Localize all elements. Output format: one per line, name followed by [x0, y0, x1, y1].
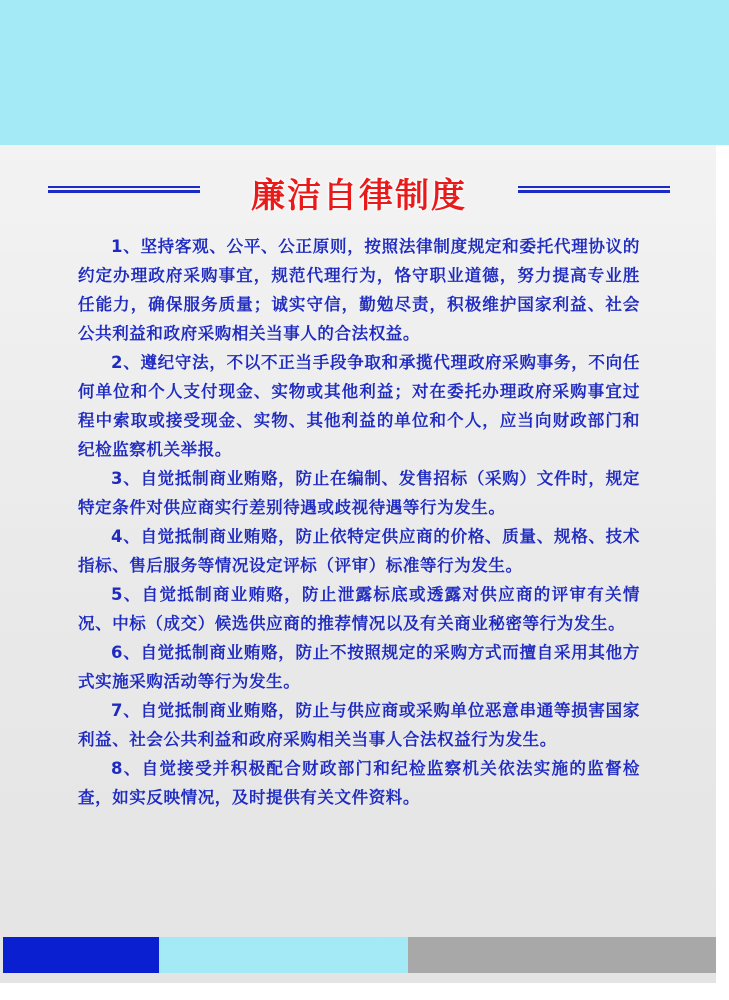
rule-paragraph-2: 2、遵纪守法，不以不正当手段争取和承揽代理政府采购事务，不向任何单位和个人支付现金、实物或其他利益；对在委托办理政府采购事宜过程中索取或接受现金、实物、其他利益的单位和个人，应当向财政部门和纪检监察机关举报。: [78, 353, 640, 459]
top-color-band: [0, 0, 729, 145]
right-edge-strip: [716, 145, 729, 1000]
rule-paragraph-5: 5、自觉抵制商业贿赂，防止泄露标底或透露对供应商的评审有关情况、中标（成交）候选供应商的推荐情况以及有关商业秘密等行为发生。: [78, 585, 640, 633]
title-rule-right: [518, 186, 670, 195]
rule-paragraph-3: 3、自觉抵制商业贿赂，防止在编制、发售招标（采购）文件时，规定特定条件对供应商实行差别待遇或歧视待遇等行为发生。: [78, 469, 640, 517]
footer-bar-blue: [3, 937, 159, 973]
rule-paragraph-7: 7、自觉抵制商业贿赂，防止与供应商或采购单位恶意串通等损害国家利益、社会公共利益和政府采购相关当事人合法权益行为发生。: [78, 701, 640, 749]
rule-paragraph-1: 1、坚持客观、公平、公正原则，按照法律制度规定和委托代理协议的约定办理政府采购事宜，规范代理行为，恪守职业道德，努力提高专业胜任能力，确保服务质量；诚实守信，勤勉尽责，积极维护国家利益、社会公共利益和政府采购相关当事人的合法权益。: [78, 237, 640, 343]
title-rule-left: [48, 186, 200, 195]
rule-paragraph-8: 8、自觉接受并积极配合财政部门和纪检监察机关依法实施的监督检查，如实反映情况，及时提供有关文件资料。: [78, 759, 640, 807]
rule-paragraph-6: 6、自觉抵制商业贿赂，防止不按照规定的采购方式而擅自采用其他方式实施采购活动等行为发生。: [78, 643, 640, 691]
rule-paragraph-4: 4、自觉抵制商业贿赂，防止依特定供应商的价格、质量、规格、技术指标、售后服务等情况设定评标（评审）标准等行为发生。: [78, 527, 640, 575]
footer-bar-cyan: [159, 937, 408, 973]
footer-bar-gray: [408, 937, 716, 973]
rules-text: [78, 232, 640, 812]
page-title: 廉洁自律制度: [251, 176, 467, 216]
